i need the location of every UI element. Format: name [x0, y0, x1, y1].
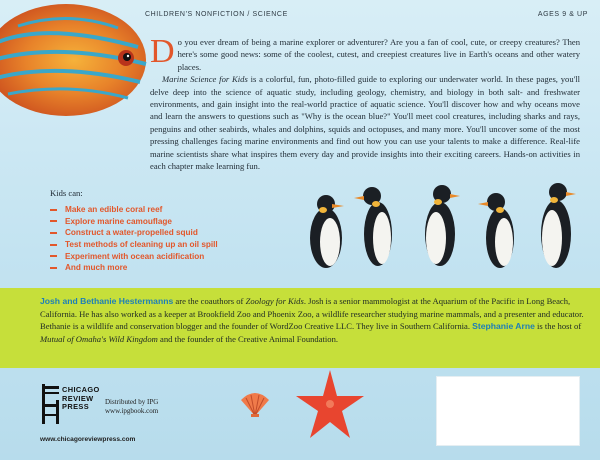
description-blurb — [150, 33, 580, 172]
dash-icon — [50, 255, 57, 257]
previous-book-title: Zoology for Kids — [245, 296, 304, 306]
show-title: Mutual of Omaha's Wild Kingdom — [40, 333, 158, 344]
illustrator-name: Stephanie Arne — [472, 321, 535, 332]
author-bio-text: Josh and Bethanie Hestermanns are the coauthors of Zoology for Kids. Josh is a senior mammologist at the Aquarium of the Pacific in Long Beach, California. He has also worked as a keeper at Brookfield Zoo and Phoenix Zoo, a wildlife researcher studying marine mammals, and a presenter and educator. Bethanie is a wildlife and conservation blogger and the founder of WordZoo Creative LLC. They live in Southern California. Stephanie Arne is the host of Mutual of Omaha's Wild Kingdom and the founder of the Creative Animal Foundation. — [40, 296, 584, 344]
kids-can-label: Kids can: — [50, 188, 83, 198]
activity-list — [50, 204, 218, 274]
barcode-area — [436, 376, 580, 446]
list-item: Construct a water-propelled squid — [50, 227, 218, 239]
publisher-website: www.chicagoreviewpress.com — [40, 436, 136, 443]
author-names: Josh and Bethanie Hestermanns — [40, 296, 174, 306]
ages-label: AGES 9 & UP — [537, 11, 588, 18]
list-item: Experiment with ocean acidification — [50, 250, 218, 262]
dash-icon — [50, 232, 57, 234]
penguins-image — [290, 168, 590, 273]
list-item: Test methods of cleaning up an oil spill — [50, 239, 218, 251]
dash-icon — [50, 267, 57, 269]
list-item: Make an edible coral reef — [50, 204, 218, 216]
seashell-image — [238, 390, 272, 418]
footer — [0, 368, 600, 460]
main-paragraph: is a colorful, fun, photo-filled guide to exploring our underwater world. In these pages, you'll delve deep into the science of aquatic study, including geology, chemistry, and biology in both salt- and freshwater environments, and gain insight into the real-world practice of aquatic science. You'll discover how and why oceans move and learn the answers to questions such as "Why is the ocean blue?" You'll meet cool creatures, including sharks and rays, penguins and other seabirds, whales and dolphins, squids and octopuses, and many more. You'll uncover some of the most pressing challenges facing marine environments and find out how you can use your talents to make a difference. Real-life marine scientists share what inspires them every day and provide insights into their exciting careers. Hands-on activities in each chapter make learning fun. — [150, 74, 580, 172]
author-bio-band — [0, 288, 600, 368]
starfish-image — [292, 366, 368, 442]
intro-paragraph: o you ever dream of being a marine explorer or adventurer? Are you a fan of cool, cute, or creepy creatures? Then here's some good news: some of the coolest, cutest, and creepiest creatures live in Earth's oceans and other watery places. — [177, 37, 580, 72]
book-title: Marine Science for Kids — [162, 74, 248, 85]
publisher-wordmark: CHICAGO REVIEW PRESS — [62, 385, 100, 412]
list-item: Explore marine camouflage — [50, 216, 218, 228]
list-item: And much more — [50, 262, 218, 274]
drop-cap: D — [150, 33, 175, 70]
dash-icon — [50, 220, 57, 222]
category-label: CHILDREN'S NONFICTION / SCIENCE — [145, 11, 288, 18]
dash-icon — [50, 209, 57, 211]
discus-fish-image — [0, 2, 158, 122]
distributor-info: Distributed by IPG www.ipgbook.com — [105, 398, 159, 415]
dash-icon — [50, 244, 57, 246]
